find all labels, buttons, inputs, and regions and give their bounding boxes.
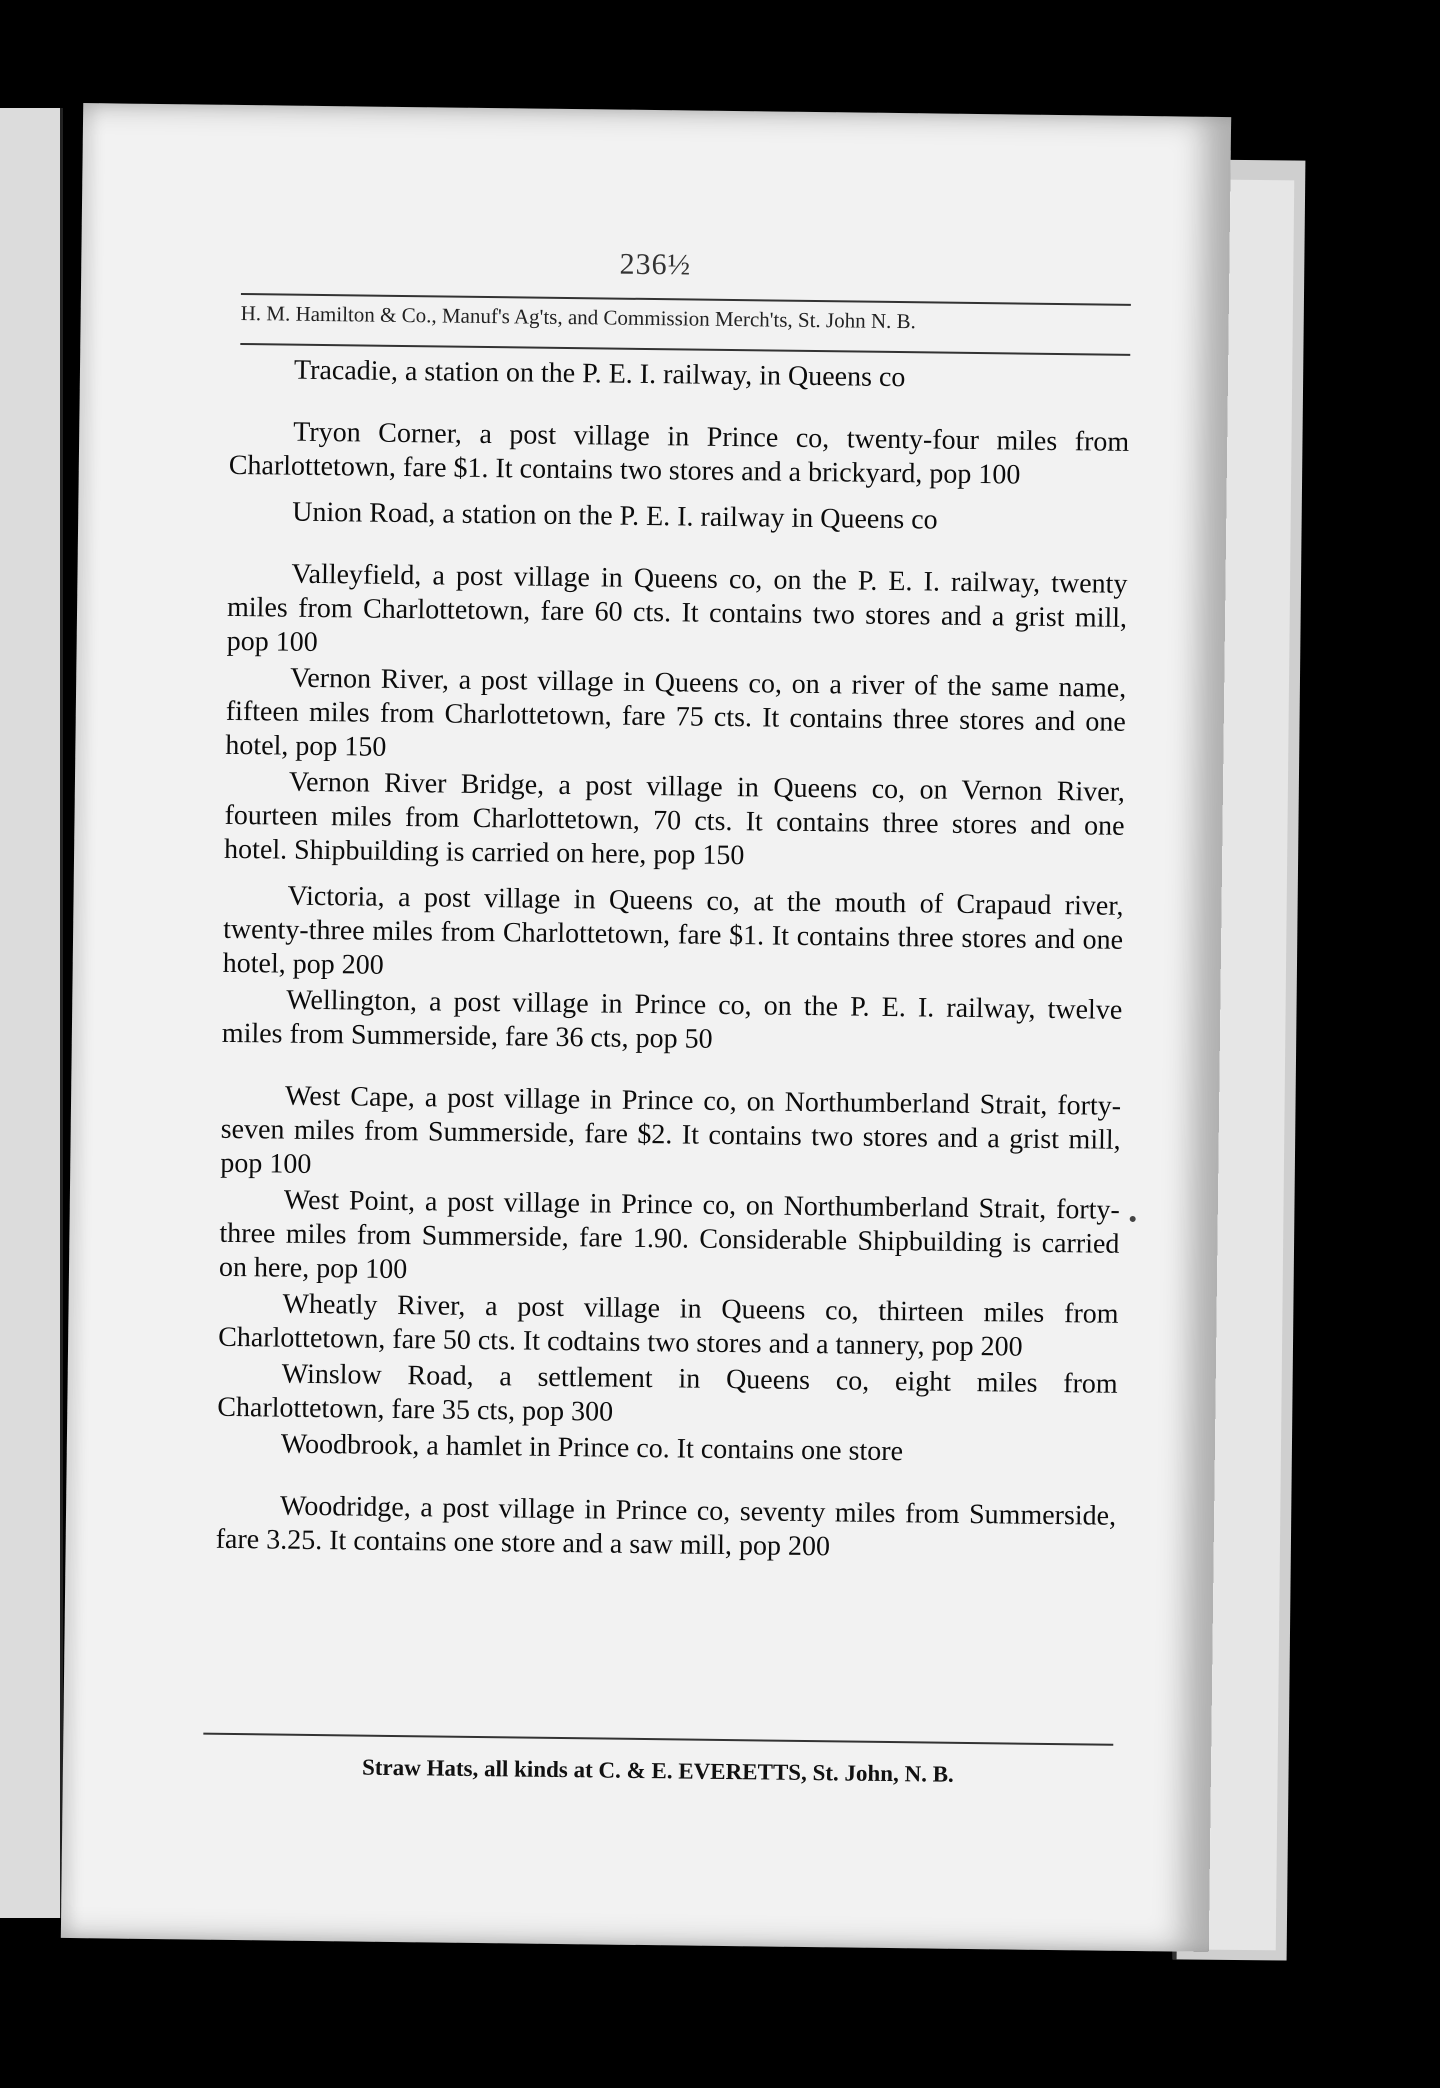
entry-vernon-river-bridge: Vernon River Bridge, a post village in Queens co, on Vernon River, fourteen miles from Charlottetown, 70 cts. It contains three stores and one hotel. Shipbuilding is carried on here, pop 150 [223, 766, 1126, 872]
footer-rule [203, 1733, 1113, 1746]
entry-woodbrook: Woodbrook, a hamlet in Prince co. It contains one store [280, 1428, 904, 1468]
running-header: H. M. Hamilton & Co., Manuf's Ag'ts, and Commission Merch'ts, St. John N. B. [240, 300, 917, 334]
ink-speck [1130, 1216, 1136, 1222]
entry-wellington: Wellington, a post village in Prince co, on the P. E. I. railway, twelve miles from Summerside, fare 36 cts, pop 50 [221, 984, 1123, 1055]
running-footer: Straw Hats, all kinds at C. & E. EVERETTS, St. John, N. B. [361, 1754, 954, 1787]
entry-winslow-road: Winslow Road, a settlement in Queens co, eight miles from Charlottetown, fare 35 cts, pop 300 [217, 1358, 1118, 1428]
entry-wheatly-river: Wheatly River, a post village in Queens co, thirteen miles from Charlottetown, fare 50 cts. It codtains two stores and a tannery, pop 200 [217, 1288, 1119, 1363]
entry-west-cape: West Cape, a post village in Prince co, on Northumberland Strait, forty-seven miles from Summerside, fare $2. It contains two stores and a grist mill, pop 100 [220, 1080, 1122, 1180]
entry-union-road: Union Road, a station on the P. E. I. railway in Queens co [292, 496, 938, 536]
entry-tracadie: Tracadie, a station on the P. E. I. railway, in Queens co [293, 354, 906, 394]
entry-west-point: West Point, a post village in Prince co, on Northumberland Strait, forty-three miles from Summerside, fare 1.90. Considerable Shipbuilding is carried on here, pop 100 [218, 1184, 1120, 1286]
page-number: 236½ [619, 247, 692, 282]
gazetteer-entries [215, 353, 1130, 1580]
entry-tryon-corner: Tryon Corner, a post village in Prince co, twenty-four miles from Charlottetown, fare $1. It contains two stores and a brickyard, pop 100 [228, 416, 1130, 491]
entry-vernon-river: Vernon River, a post village in Queens co, on a river of the same name, fifteen miles from Charlottetown, fare 75 cts. It contains three stores and one hotel, pop 150 [225, 662, 1127, 763]
entry-woodridge: Woodridge, a post village in Prince co, seventy miles from Summerside, fare 3.25. It contains one store and a saw mill, pop 200 [215, 1490, 1117, 1563]
entry-victoria: Victoria, a post village in Queens co, at the mouth of Crapaud river, twenty-three miles from Charlottetown, fare $1. It contains three stores and one hotel, pop 200 [222, 880, 1124, 981]
entry-valleyfield: Valleyfield, a post village in Queens co, on the P. E. I. railway, twenty miles from Charlottetown, fare 60 cts. It contains two stores and a grist mill, pop 100 [226, 558, 1128, 658]
left-page-edge [0, 108, 63, 1918]
book-page [61, 103, 1231, 1952]
